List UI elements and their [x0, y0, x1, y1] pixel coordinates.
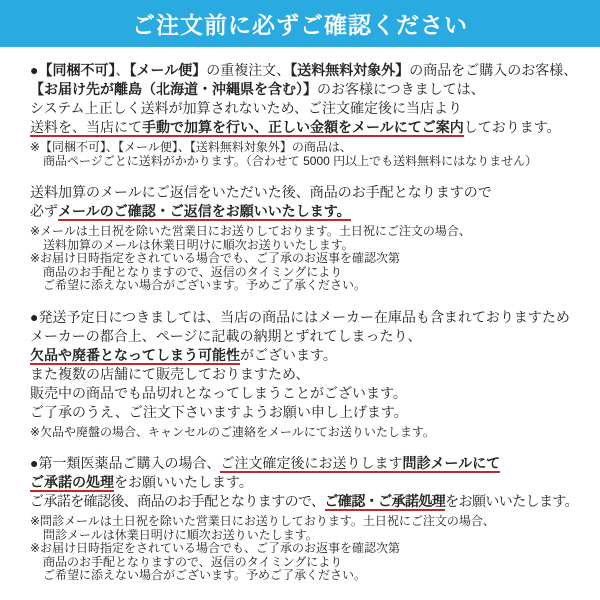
- text-line: [30, 99, 592, 118]
- text-segment: ●: [30, 62, 39, 78]
- text-line: [30, 279, 592, 293]
- text-line: [30, 403, 592, 422]
- text-line: [30, 202, 592, 221]
- text-segment: ご了承のうえ、ご注文下さいますようお願い申し上げます。: [30, 403, 408, 420]
- text-line: [30, 80, 592, 99]
- text-segment: ご希望に添えない場合がございます。予めご了承ください。: [43, 278, 367, 292]
- text-line: [30, 266, 592, 280]
- text-segment: 【お届け先が離島（北海道・沖縄県を含む）】: [30, 81, 317, 97]
- text-segment: 商品のお手配となりますので、返信のタイミングにより: [43, 554, 343, 569]
- text-line: [30, 239, 592, 253]
- text-segment: ※【同梱不可】、【メール便】、【送料無料対象外】の商品は、: [30, 140, 352, 154]
- text-segment: 送料加算のメールにご返信をいただいた後、商品のお手配となりますので: [30, 184, 492, 200]
- text-segment: ※お届け日時指定をされている場合でも、ご了承のお返事を確認次第: [30, 541, 401, 555]
- text-line: [30, 515, 592, 529]
- text-line: [30, 155, 592, 169]
- text-line: [30, 308, 592, 327]
- text-line: [30, 141, 592, 155]
- text-segment: 、: [115, 62, 130, 78]
- highlighted-text-segment: ご承諾の処理: [30, 474, 114, 490]
- text-segment: 商品のお手配となりますので、返信のタイミングにより: [43, 264, 343, 279]
- text-line: [30, 492, 592, 511]
- text-segment: 販売中の商品でも品切れとなってしまうことがございます。: [30, 384, 407, 401]
- notice-section-shipping-date-stock: [30, 308, 592, 440]
- text-line: [30, 384, 592, 403]
- text-segment: の重複注文、: [206, 62, 291, 78]
- highlighted-text-segment: 問診メールにて: [402, 455, 501, 471]
- text-segment: ※お届け日時指定をされている場合でも、ご了承のお返事を確認次第: [30, 251, 401, 265]
- text-segment: しております。: [463, 119, 561, 135]
- text-segment: メーカーの都合上、ページに記載の納期とずれてしまったり、: [30, 327, 422, 344]
- text-line: [30, 365, 592, 384]
- highlighted-text-segment: ご確認・ご承諾処理: [324, 493, 446, 509]
- notice-section-class1-medicine-consent: [30, 454, 592, 583]
- text-segment: ※メールは土日祝を除いた営業日にお送りしております。土日祝にご注文の場合、: [30, 224, 471, 238]
- text-segment: ご承諾を確認後、商品のお手配となりますので、: [30, 493, 325, 509]
- text-segment: をお願いいたします。: [445, 493, 579, 509]
- text-segment: 送料加算のメールは休業日明けに順次お送りいたします。: [43, 237, 354, 252]
- text-line: [30, 542, 592, 556]
- text-segment: 問診メールは休業日明けに順次お送りいたします。: [43, 527, 318, 542]
- highlighted-text-segment: ご注文確定後にお送りします: [220, 455, 403, 471]
- text-segment: の商品をご購入のお客様、: [409, 62, 578, 78]
- page-title: ご注文前に必ずご確認ください: [132, 12, 468, 38]
- text-segment: ●第一類医薬品ご購入の場合、: [30, 455, 221, 471]
- text-line: [30, 426, 592, 440]
- notice-section-mail-reply-request: [30, 183, 592, 293]
- header-banner: [0, 0, 600, 47]
- highlighted-text-segment: 手動で加算を行い、正しい金額をメールにてご案内: [142, 119, 464, 135]
- text-segment: ※欠品や廃盤の場合、キャンセルのご連絡をメールにてお送りいたします。: [30, 424, 435, 439]
- text-line: [30, 346, 592, 365]
- text-line: [30, 327, 592, 346]
- text-line: [30, 252, 592, 266]
- text-line: [30, 473, 592, 492]
- text-line: [30, 569, 592, 583]
- text-line: [30, 183, 592, 202]
- text-line: [30, 556, 592, 570]
- text-segment: ご希望に添えない場合がございます。予めご了承ください。: [43, 568, 367, 582]
- text-segment: をお願いいたします。: [114, 474, 253, 490]
- text-segment: 【送料無料対象外】: [290, 62, 410, 78]
- text-line: [30, 225, 592, 239]
- text-segment: システム上正しく送料が加算されないため、ご注文確定後に当店より: [30, 100, 463, 116]
- text-line: [30, 454, 592, 473]
- text-line: [30, 529, 592, 543]
- text-line: [30, 118, 592, 137]
- notice-body: [0, 47, 600, 583]
- highlighted-text-segment: 送料を、当店にて: [30, 119, 142, 135]
- highlighted-text-segment: メールのご確認・ご返信をお願いいたします。: [58, 203, 351, 219]
- text-segment: また複数の店舗にて販売しておりますため、: [30, 365, 310, 382]
- highlighted-text-segment: 欠品や廃番となってしまう可能性: [30, 346, 240, 363]
- notice-section-shipping-fee-addition: [30, 61, 592, 168]
- text-segment: がございます。: [240, 346, 337, 363]
- text-segment: 【同梱不可】: [38, 62, 116, 78]
- text-segment: のお客様につきましては、: [317, 81, 485, 97]
- text-segment: ●発送予定日につきましては、当店の商品にはメーカー在庫品も含まれておりますため: [30, 308, 570, 325]
- text-segment: 【メール便】: [129, 62, 207, 78]
- text-line: [30, 61, 592, 80]
- text-segment: 商品ページごとに送料がかかります。（合わせて 5000 円以上でも送料無料にはなりません）: [43, 153, 538, 168]
- text-segment: 必ず: [30, 203, 58, 219]
- text-segment: ※問診メールは土日祝を除いた営業日にお送りしております。土日祝にご注文の場合、: [30, 514, 495, 528]
